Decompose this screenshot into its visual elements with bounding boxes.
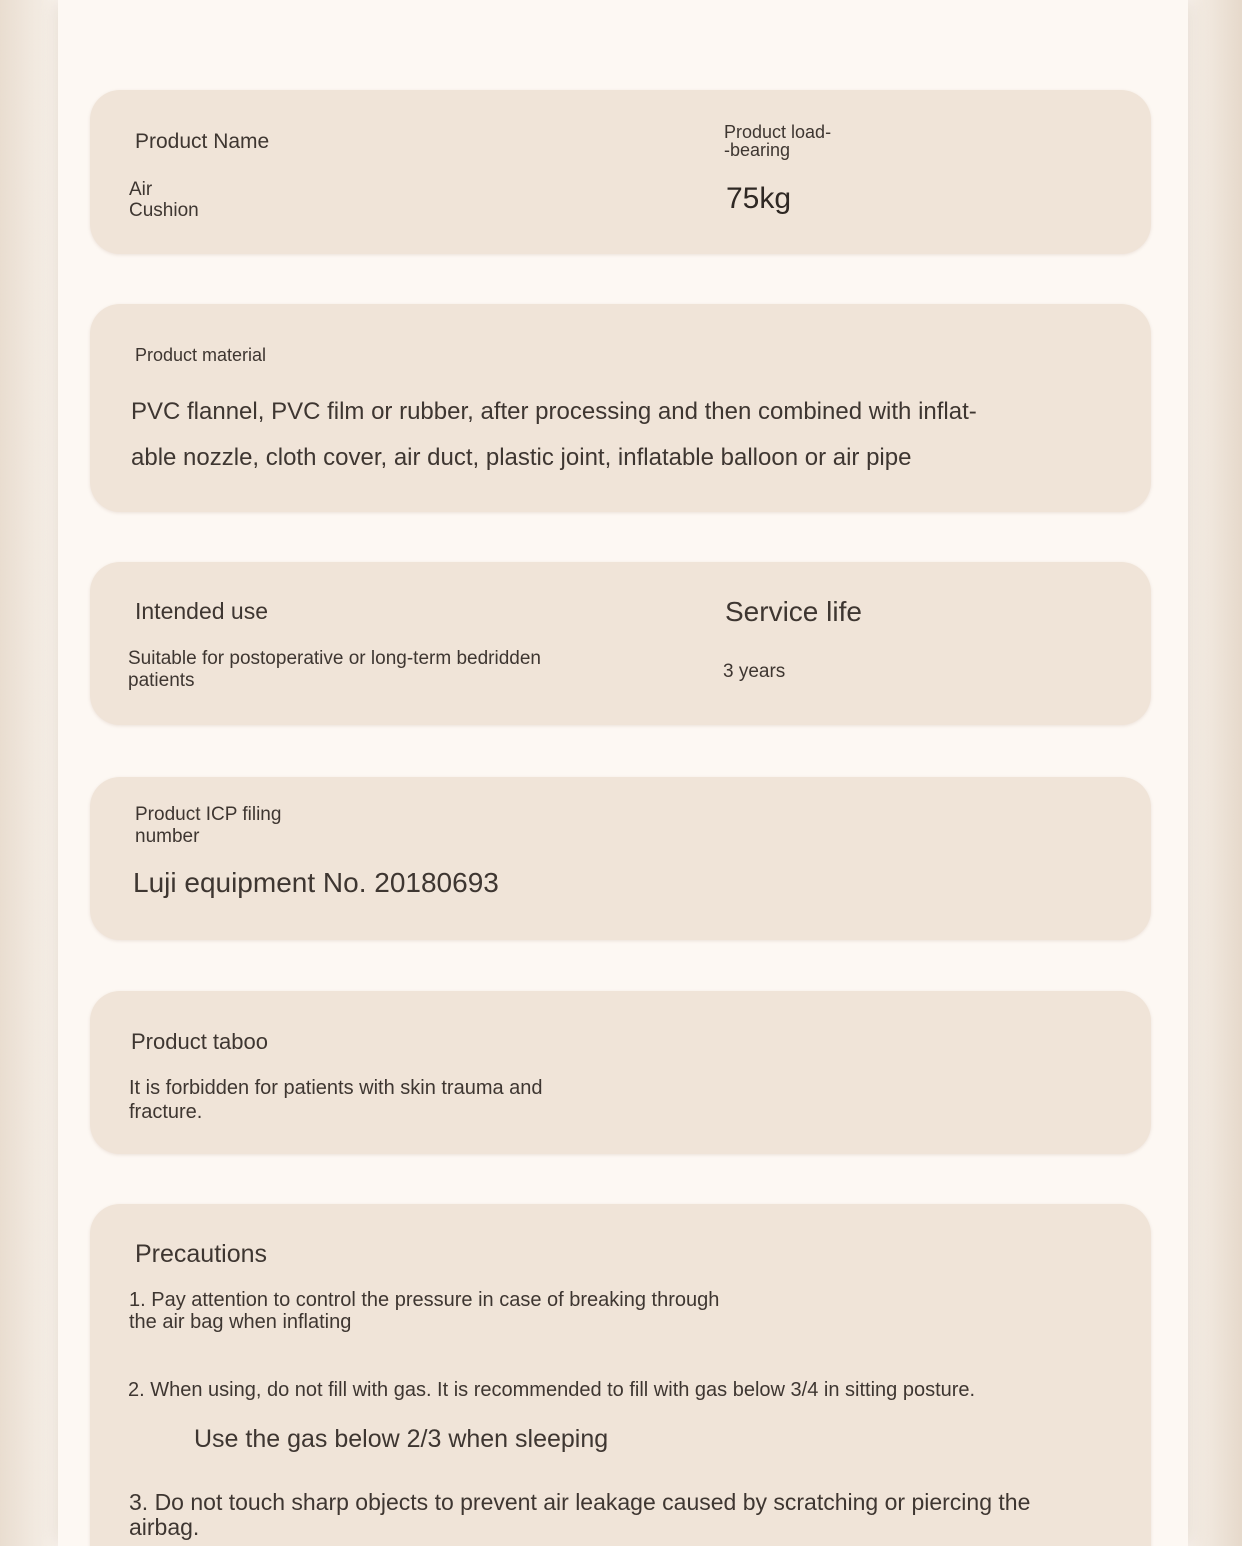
intended-use-card	[90, 562, 1151, 725]
load-bearing-value: 75kg	[726, 182, 792, 215]
load-bearing-label: Product load- -bearing	[724, 122, 832, 160]
product-taboo-label: Product taboo	[131, 1029, 268, 1054]
precaution-item-2-continued: Use the gas below 2/3 when sleeping	[194, 1425, 609, 1453]
product-material-value: PVC flannel, PVC film or rubber, after processing and then combined with inflat- able nozzle, cloth cover, air duct, plastic joint, inflatable balloon or air pipe	[131, 398, 977, 471]
product-name-value: Air Cushion	[129, 179, 199, 221]
icp-filing-label: Product ICP filing number	[135, 804, 282, 847]
product-name-label: Product Name	[135, 130, 270, 153]
icp-filing-value: Luji equipment No. 20180693	[133, 867, 499, 898]
service-life-label: Service life	[725, 596, 862, 627]
intended-use-label: Intended use	[135, 598, 269, 624]
product-material-label: Product material	[135, 345, 267, 365]
product-name-card	[90, 90, 1151, 254]
service-life-value: 3 years	[723, 661, 786, 682]
precautions-label: Precautions	[135, 1240, 268, 1268]
product-taboo-card	[90, 991, 1151, 1154]
precaution-item-2: 2. When using, do not fill with gas. It is recommended to fill with gas below 3/4 in sitting posture.	[128, 1379, 976, 1401]
intended-use-value: Suitable for postoperative or long-term bedridden patients	[128, 648, 541, 691]
precaution-item-1: 1. Pay attention to control the pressure in case of breaking through the air bag when inflating	[129, 1289, 720, 1333]
icp-filing-card	[90, 777, 1151, 940]
product-material-card	[90, 304, 1151, 512]
product-taboo-value: It is forbidden for patients with skin trauma and fracture.	[129, 1077, 543, 1123]
precaution-item-3: 3. Do not touch sharp objects to prevent air leakage caused by scratching or piercing the airbag.	[129, 1489, 1031, 1540]
precautions-card	[90, 1204, 1151, 1546]
